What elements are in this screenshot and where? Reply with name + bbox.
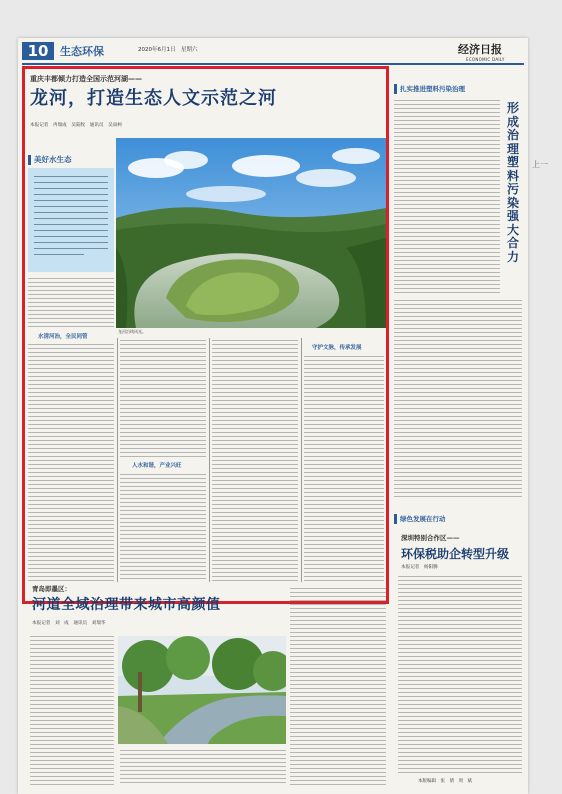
highlight-box (22, 66, 389, 604)
body-text (398, 576, 522, 774)
body-text (120, 750, 286, 786)
section-name: 生态环保 (60, 45, 104, 58)
article-kicker: 重庆丰都倾力打造全国示范河湖—— (30, 75, 142, 83)
second-article-byline: 本报记者 刘 成 通讯员 刘瑞华 (32, 621, 106, 626)
tag-bar (394, 84, 397, 94)
park-photo (118, 636, 286, 744)
second-article-kicker: 青岛即墨区： (32, 585, 71, 593)
issue-date: 2020年6月1日 星期六 (138, 47, 198, 53)
page-footer: 本版编辑 张 倩 周 斌 (418, 779, 472, 784)
body-text (30, 636, 114, 786)
right-article-byline: 本报记者 杨阳腾 (401, 565, 438, 570)
section-heading: 水清河治，全民同管 (38, 334, 88, 340)
right-section-tag: 扎实推进塑料污染治理 (400, 85, 465, 93)
article-headline[interactable]: 龙河，打造生态人文示范之河 (30, 88, 277, 109)
adjacent-page-fragment: 上一 (532, 160, 548, 169)
park-river-image (118, 636, 286, 744)
body-text (394, 300, 522, 500)
tag-bar (394, 514, 397, 524)
body-text (290, 588, 386, 786)
page-number: 10 (22, 42, 54, 60)
right-vertical-headline[interactable]: 形成治理塑料污染强大合力 (506, 101, 519, 264)
right-article-kicker: 深圳特别合作区—— (401, 534, 460, 542)
newspaper-logo: 经济日报 (458, 43, 502, 56)
photo-caption: 龙河沿线风光。 (118, 329, 146, 334)
right-section-tag-2: 绿色发展在行动 (400, 515, 446, 523)
body-text (394, 100, 500, 296)
section-heading: 人水和谐，产业兴旺 (132, 463, 182, 469)
section-heading: 守护文脉，传承发展 (312, 345, 362, 351)
second-article-headline[interactable]: 河道全域治理带来城市高颜值 (32, 597, 221, 613)
newspaper-page (18, 38, 528, 794)
article-tag: 美好水生态 (34, 155, 72, 164)
right-article-headline[interactable]: 环保税助企转型升级 (401, 547, 510, 561)
article-byline: 本报记者 冉瑞成 吴陆牧 通讯员 吴雨柯 (30, 123, 122, 128)
newspaper-logo-sub: ECONOMIC DAILY (466, 57, 505, 62)
header-rule (22, 63, 524, 65)
